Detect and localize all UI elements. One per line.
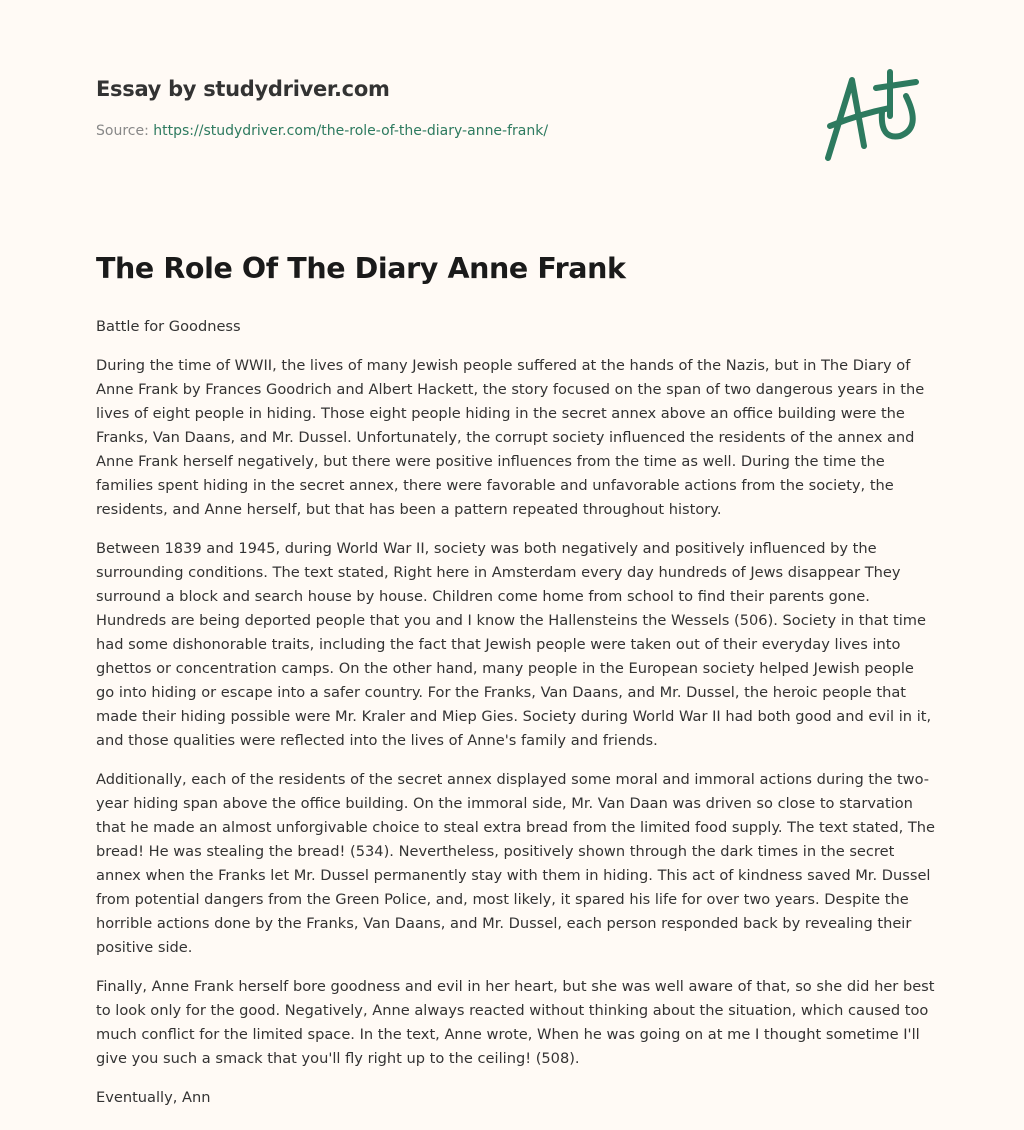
essay-body xyxy=(96,315,936,1125)
essay-paragraph: During the time of WWII, the lives of many Jewish people suffered at the hands of the Nazis, but in The Diary of Anne Frank by Frances Goodrich and Albert Hackett, the story focused on the span of two dangerous years in the lives of eight people in hiding. Those eight people hiding in the secret annex above an office building were the Franks, Van Daans, and Mr. Dussel. Unfortunately, the corrupt society influenced the residents of the annex and Anne Frank herself negatively, but there were positive influences from the time as well. During the time the families spent hiding in the secret annex, there were favorable and unfavorable actions from the society, the residents, and Anne herself, but that has been a pattern repeated throughout history. xyxy=(96,357,925,518)
a-plus-logo-icon xyxy=(820,68,930,168)
essay-subtitle: Battle for Goodness xyxy=(96,318,241,335)
site-title: Essay by studydriver.com xyxy=(96,77,390,101)
essay-paragraph-truncated: Eventually, Ann xyxy=(96,1089,211,1106)
source-label: Source: xyxy=(96,123,149,139)
essay-paragraph: Finally, Anne Frank herself bore goodness and evil in her heart, but she was well aware of that, so she did her best to look only for the good. Negatively, Anne always reacted without thinking about the situation, which caused too much conflict for the limited space. In the text, Anne wrote, When he was going on at me I thought sometime I'll give you such a smack that you'll fly right up to the ceiling! (508). xyxy=(96,978,935,1067)
source-link[interactable]: https://studydriver.com/the-role-of-the-diary-anne-frank/ xyxy=(153,123,549,139)
essay-title: The Role Of The Diary Anne Frank xyxy=(96,252,626,285)
source-line xyxy=(96,123,548,139)
essay-paragraph: Between 1839 and 1945, during World War II, society was both negatively and positively influenced by the surrounding conditions. The text stated, Right here in Amsterdam every day hundreds of Jews disappear They surround a block and search house by house. Children come home from school to find their parents gone. Hundreds are being deported people that you and I know the Hallensteins the Wessels (506). Society in that time had some dishonorable traits, including the fact that Jewish people were taken out of their everyday lives into ghettos or concentration camps. On the other hand, many people in the European society helped Jewish people go into hiding or escape into a safer country. For the Franks, Van Daans, and Mr. Dussel, the heroic people that made their hiding possible were Mr. Kraler and Miep Gies. Society during World War II had both good and evil in it, and those qualities were reflected into the lives of Anne's family and friends. xyxy=(96,540,932,749)
essay-paragraph: Additionally, each of the residents of the secret annex displayed some moral and immoral actions during the two-year hiding span above the office building. On the immoral side, Mr. Van Daan was driven so close to starvation that he made an almost unforgivable choice to steal extra bread from the limited food supply. The text stated, The bread! He was stealing the bread! (534). Nevertheless, positively shown through the dark times in the secret annex when the Franks let Mr. Dussel permanently stay with them in hiding. This act of kindness saved Mr. Dussel from potential dangers from the Green Police, and, most likely, it spared his life for over two years. Despite the horrible actions done by the Franks, Van Daans, and Mr. Dussel, each person responded back by revealing their positive side. xyxy=(96,771,936,956)
